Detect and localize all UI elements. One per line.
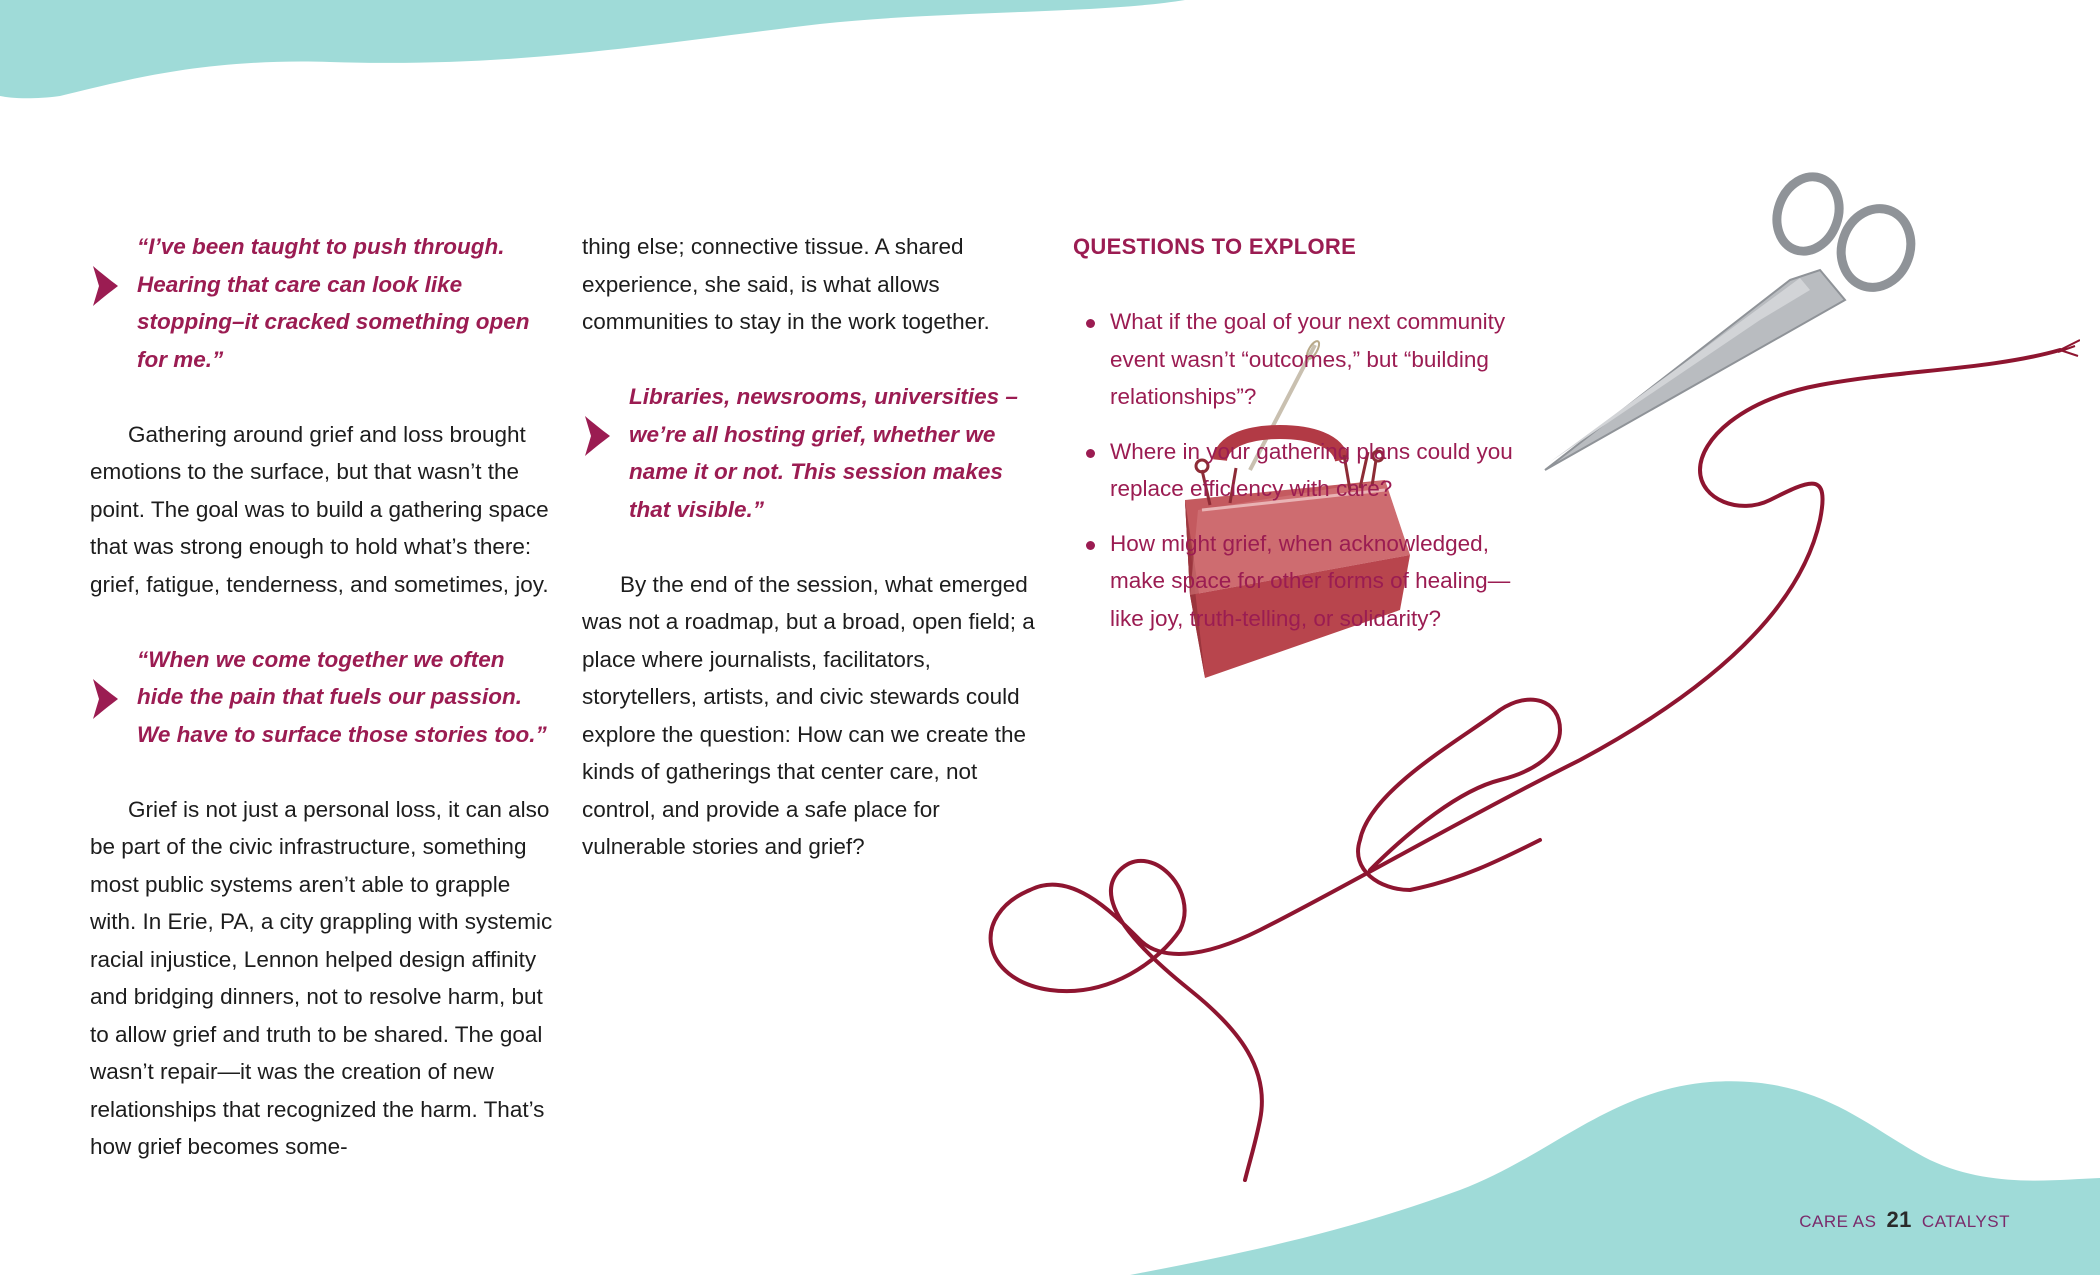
questions-list	[1073, 303, 1513, 637]
quote-text: “I’ve been taught to push through. Hearing that care can look like stopping–it cracked something open for me.”	[137, 234, 530, 372]
page-footer	[1799, 1207, 2010, 1233]
bullet-icon	[1086, 541, 1095, 550]
footer-label-left: CARE AS	[1799, 1212, 1877, 1231]
footer-label-right: CATALYST	[1921, 1212, 2010, 1231]
column-1	[90, 228, 553, 1166]
chevron-right-icon	[90, 677, 120, 721]
pull-quote	[582, 378, 1040, 528]
list-item: How might grief, when acknowledged, make space for other forms of healing—like joy, truth-telling, or solidarity?	[1073, 525, 1513, 638]
chevron-right-icon	[90, 264, 120, 308]
top-wave-decoration	[0, 0, 1200, 110]
questions-heading: QUESTIONS TO EXPLORE	[1073, 234, 1357, 259]
bullet-icon	[1086, 319, 1095, 328]
quote-text: “When we come together we often hide the pain that fuels our passion. We have to surface those stories too.”	[137, 646, 547, 747]
body-paragraph: By the end of the session, what emerged was not a roadmap, but a broad, open field; a place where journalists, facilitators, storytellers, artists, and civic stewards could explore the question: How can we create the kinds of gatherings that center care, not control, and provide a safe place for vulnerable stories and grief?	[582, 571, 1035, 859]
bullet-icon	[1086, 449, 1095, 458]
pull-quote	[90, 641, 553, 754]
questions-column	[1073, 228, 1513, 654]
body-paragraph: thing else; connective tissue. A shared experience, she said, is what allows communities to stay in the work together.	[582, 234, 990, 334]
quote-text: Libraries, newsrooms, universities –we’re all hosting grief, whether we name it or not. This session makes that visible.”	[629, 384, 1018, 522]
scissors-icon	[1545, 170, 1922, 470]
page-number: 21	[1886, 1207, 1912, 1232]
list-item: What if the goal of your next community event wasn’t “outcomes,” but “building relationships”?	[1073, 303, 1513, 416]
column-2	[582, 228, 1040, 866]
chevron-right-icon	[582, 414, 612, 458]
pull-quote	[90, 228, 553, 378]
list-item: Where in your gathering plans could you replace efficiency with care?	[1073, 433, 1513, 508]
body-paragraph: Grief is not just a personal loss, it can also be part of the civic infrastructure, something most public systems aren’t able to grapple with. In Erie, PA, a city grappling with systemic racial injustice, Lennon helped design affinity and bridging dinners, not to resolve harm, but to allow grief and truth to be shared. The goal wasn’t repair—it was the creation of new relationships that recognized the harm. That’s how grief becomes some-	[90, 796, 553, 1159]
body-paragraph: Gathering around grief and loss brought emotions to the surface, but that wasn’t the point. The goal was to build a gathering space that was strong enough to hold what’s there: grief, fatigue, tenderness, and sometimes, joy.	[90, 421, 549, 597]
